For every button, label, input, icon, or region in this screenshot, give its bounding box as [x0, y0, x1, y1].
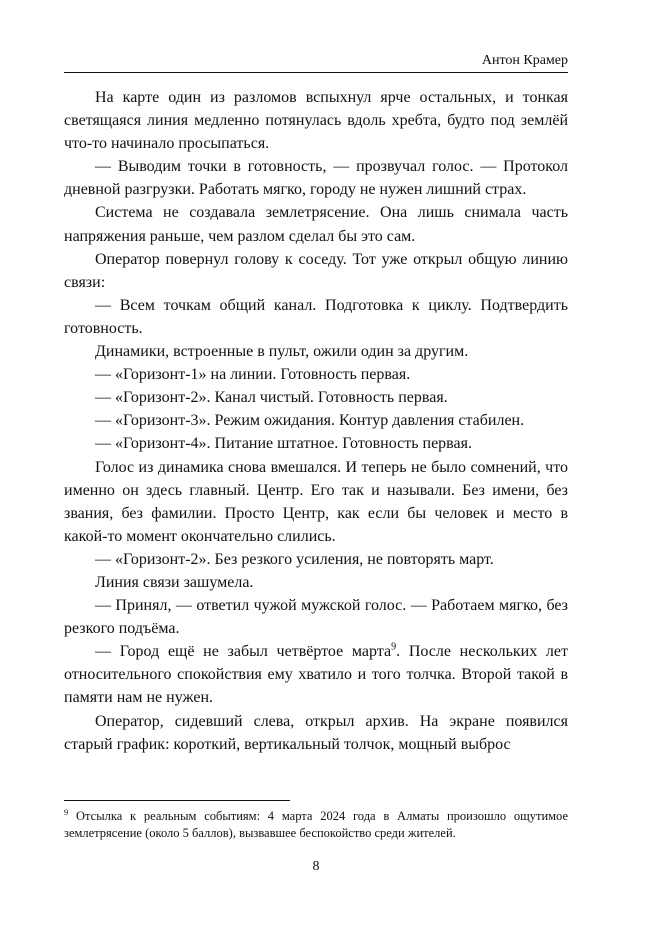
paragraph-with-footnote — [64, 640, 568, 709]
footnote-reference[interactable]: 9 — [391, 641, 397, 653]
paragraph: Оператор, сидевший слева, открыл архив. На экране появился старый график: короткий, вертикальный толчок, мощный выброс — [64, 712, 568, 753]
paragraph-text-before-ref: — Город ещё не забыл четвёртое марта — [95, 643, 392, 661]
paragraph: — «Горизонт-4». Питание штатное. Готовность первая. — [95, 435, 472, 453]
paragraph: — Выводим точки в готовность, — прозвучал голос. — Протокол дневной разгрузки. Работать мягко, городу не нужен лишний страх. — [64, 158, 568, 199]
paragraph: — «Горизонт-2». Канал чистый. Готовность первая. — [95, 389, 448, 407]
paragraph: — «Горизонт-2». Без резкого усиления, не повторять март. — [95, 550, 494, 568]
paragraph: Линия связи зашумела. — [95, 573, 254, 591]
paragraph: — «Горизонт-1» на линии. Готовность первая. — [95, 366, 411, 384]
paragraph: На карте один из разломов вспыхнул ярче остальных, и тонкая светящаяся линия медленно потянулась вдоль хребта, будто под землёй что-то начинало просыпаться. — [64, 89, 568, 153]
footnote-rule — [64, 800, 290, 801]
paragraph: Система не создавала землетрясение. Она лишь снимала часть напряжения раньше, чем разлом сделал бы это сам. — [64, 204, 568, 245]
footnote-number: 9 — [64, 806, 69, 817]
page-number: 8 — [312, 859, 320, 874]
paragraph: Динамики, встроенные в пульт, ожили один за другим. — [95, 343, 469, 361]
paragraph: — Всем точкам общий канал. Подготовка к циклу. Подтвердить готовность. — [64, 296, 568, 337]
body-text — [64, 86, 568, 756]
paragraph: — Принял, — ответил чужой мужской голос. — Работаем мягко, без резкого подъёма. — [64, 597, 568, 638]
paragraph: Голос из динамика снова вмешался. И теперь не было сомнений, что именно он здесь главный. Центр. Его так и называли. Без имени, без звания, без фамилии. Просто Центр, как если бы человек и место в какой-то момент окончательно слились. — [64, 458, 568, 545]
paragraph-text-after-ref: . После нескольких лет относительного спокойствия ему хватило и того толчка. Второй такой в памяти нам не нужен. — [64, 643, 569, 707]
header-rule — [64, 72, 568, 73]
footnote-text: Отсылка к реальным событиям: 4 марта 2024 года в Алматы произошло ощутимое землетрясение (около 5 баллов), вызвавшее беспокойство среди жителей. — [64, 809, 568, 840]
paragraph: — «Горизонт-3». Режим ожидания. Контур давления стабилен. — [95, 412, 525, 430]
paragraph: Оператор повернул голову к соседу. Тот уже открыл общую линию связи: — [64, 250, 568, 291]
footnote — [64, 808, 568, 842]
running-head: Антон Крамер — [481, 53, 568, 68]
